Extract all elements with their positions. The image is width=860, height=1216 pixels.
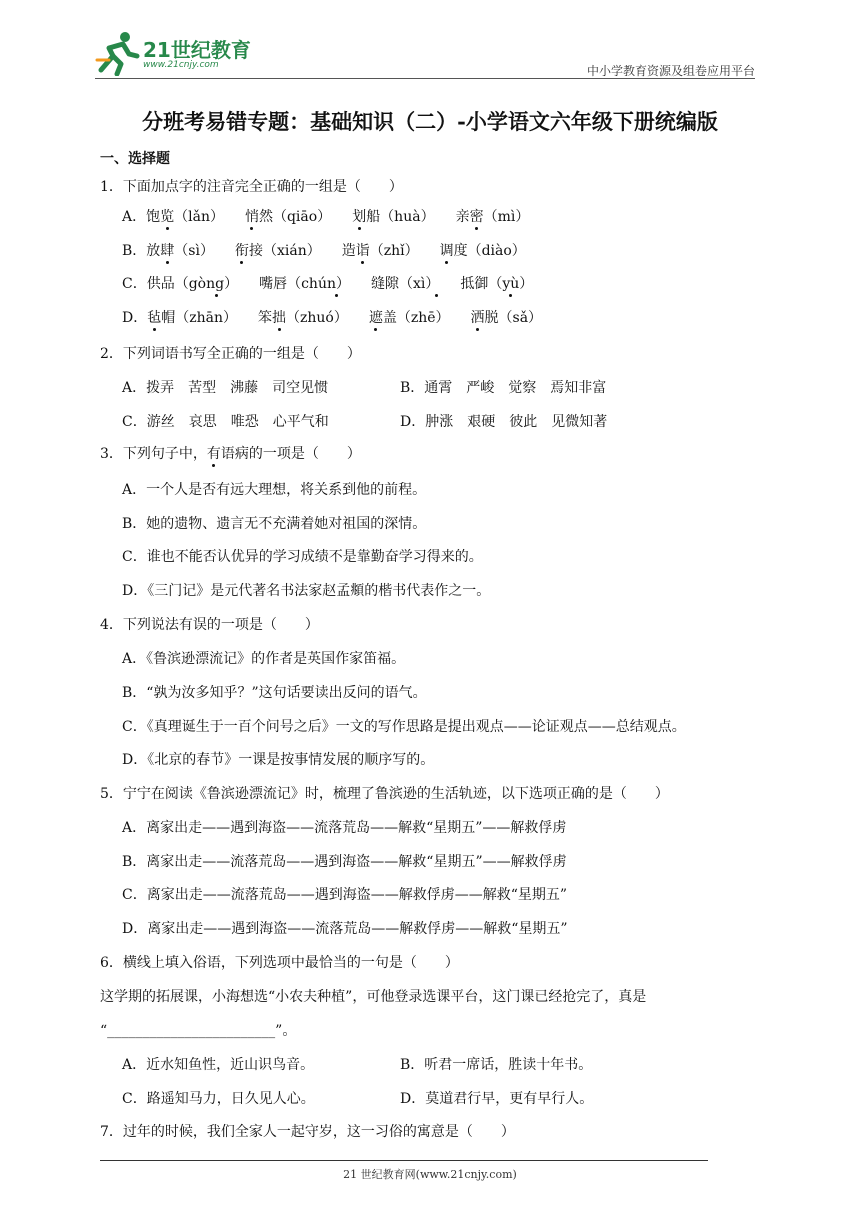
question-5-option-b: B．离家出走——流落荒岛——遇到海盗——解救“星期五”——解救俘虏 [122,854,567,870]
question-2-option-b: B．通霄 严峻 觉察 焉知非富 [400,380,607,396]
question-5-option-a: A．离家出走——遇到海盗——流落荒岛——解救“星期五”——解救俘虏 [122,820,567,836]
footer-divider [100,1160,708,1161]
question-6-option-b: B．听君一席话，胜读十年书。 [400,1057,593,1073]
platform-name: 中小学教育资源及组卷应用平台 [586,64,755,78]
logo-url: www.21cnjy.com [143,60,219,70]
question-6-stem: 6．横线上填入俗语，下列选项中最恰当的一句是（ ） [100,955,459,971]
question-3-option-c: C．谁也不能否认优异的学习成绩不是靠勤奋学习得来的。 [122,549,483,565]
question-7-stem: 7．过年的时候，我们全家人一起守岁，这一习俗的寓意是（ ） [100,1124,515,1140]
question-1-option-c: C．供品（gòng） 嘴唇（chún） 缝隙（xì） 抵御（yù） [122,273,533,293]
page-title: 分班考易错专题：基础知识（二）-小学语文六年级下册统编版 [142,109,718,134]
question-1-option-d: D．毡帽（zhān） 笨拙（zhuó） 遮盖（zhē） 洒脱（sǎ） [122,307,542,327]
question-4-option-a: A．《鲁滨逊漂流记》的作者是英国作家笛福。 [122,651,406,667]
question-6-option-d: D．莫道君行早，更有早行人。 [400,1091,594,1107]
header-divider [95,78,755,79]
question-6-passage: 这学期的拓展课，小海想选“小农夫种植”，可他登录选课平台，这门课已经抢完了，真是 [100,989,647,1005]
question-5-stem: 5．宁宁在阅读《鲁滨逊漂流记》时，梳理了鲁滨逊的生活轨迹，以下选项正确的是（ ） [100,786,669,802]
question-3-stem: 3．下列句子中，有语病的一项是（ ） [100,443,361,463]
page-header [95,28,755,80]
question-2-option-c: C．游丝 哀思 唯恐 心平气和 [122,414,329,430]
section-heading: 一、选择题 [100,151,170,167]
runner-logo-icon [95,30,141,76]
question-4-option-b: B．“孰为汝多知乎？”这句话要读出反问的语气。 [122,685,427,701]
question-3-option-a: A．一个人是否有远大理想，将关系到他的前程。 [122,482,427,498]
question-2-stem: 2．下列词语书写全正确的一组是（ ） [100,346,361,362]
site-logo [95,28,265,78]
question-2-option-d: D．肿涨 艰硬 彼此 见微知著 [400,414,608,430]
question-6-blank: “________________________”。 [100,1023,297,1039]
question-3-option-b: B．她的遗物、遗言无不充满着她对祖国的深情。 [122,516,427,532]
question-1-stem: 1．下面加点字的注音完全正确的一组是（ ） [100,179,403,195]
question-1-option-b: B．放肆（sì） 衔接（xián） 造诣（zhǐ） 调度（diào） [122,240,526,260]
question-5-option-c: C．离家出走——流落荒岛——遇到海盗——解救俘虏——解救“星期五” [122,887,568,903]
question-4-option-d: D．《北京的春节》一课是按事情发展的顺序写的。 [122,752,435,768]
logo-text: 21世纪教育 [143,38,251,62]
question-2-option-a: A．拨弄 苦型 沸藤 司空见惯 [122,380,329,396]
question-6-option-a: A．近水知鱼性，近山识鸟音。 [122,1057,315,1073]
question-5-option-d: D．离家出走——遇到海盗——流落荒岛——解救俘虏——解救“星期五” [122,921,568,937]
question-3-option-d: D．《三门记》是元代著名书法家赵孟頫的楷书代表作之一。 [122,583,491,599]
question-1-option-a: A．饱览（lǎn） 悄然（qiāo） 划船（huà） 亲密（mì） [122,206,529,226]
question-6-option-c: C．路遥知马力，日久见人心。 [122,1091,315,1107]
question-4-stem: 4．下列说法有误的一项是（ ） [100,617,319,633]
question-4-option-c: C．《真理诞生于一百个问号之后》一文的写作思路是提出观点——论证观点——总结观点。 [122,719,686,735]
page-footer: 21 世纪教育网(www.21cnjy.com) [343,1168,517,1181]
